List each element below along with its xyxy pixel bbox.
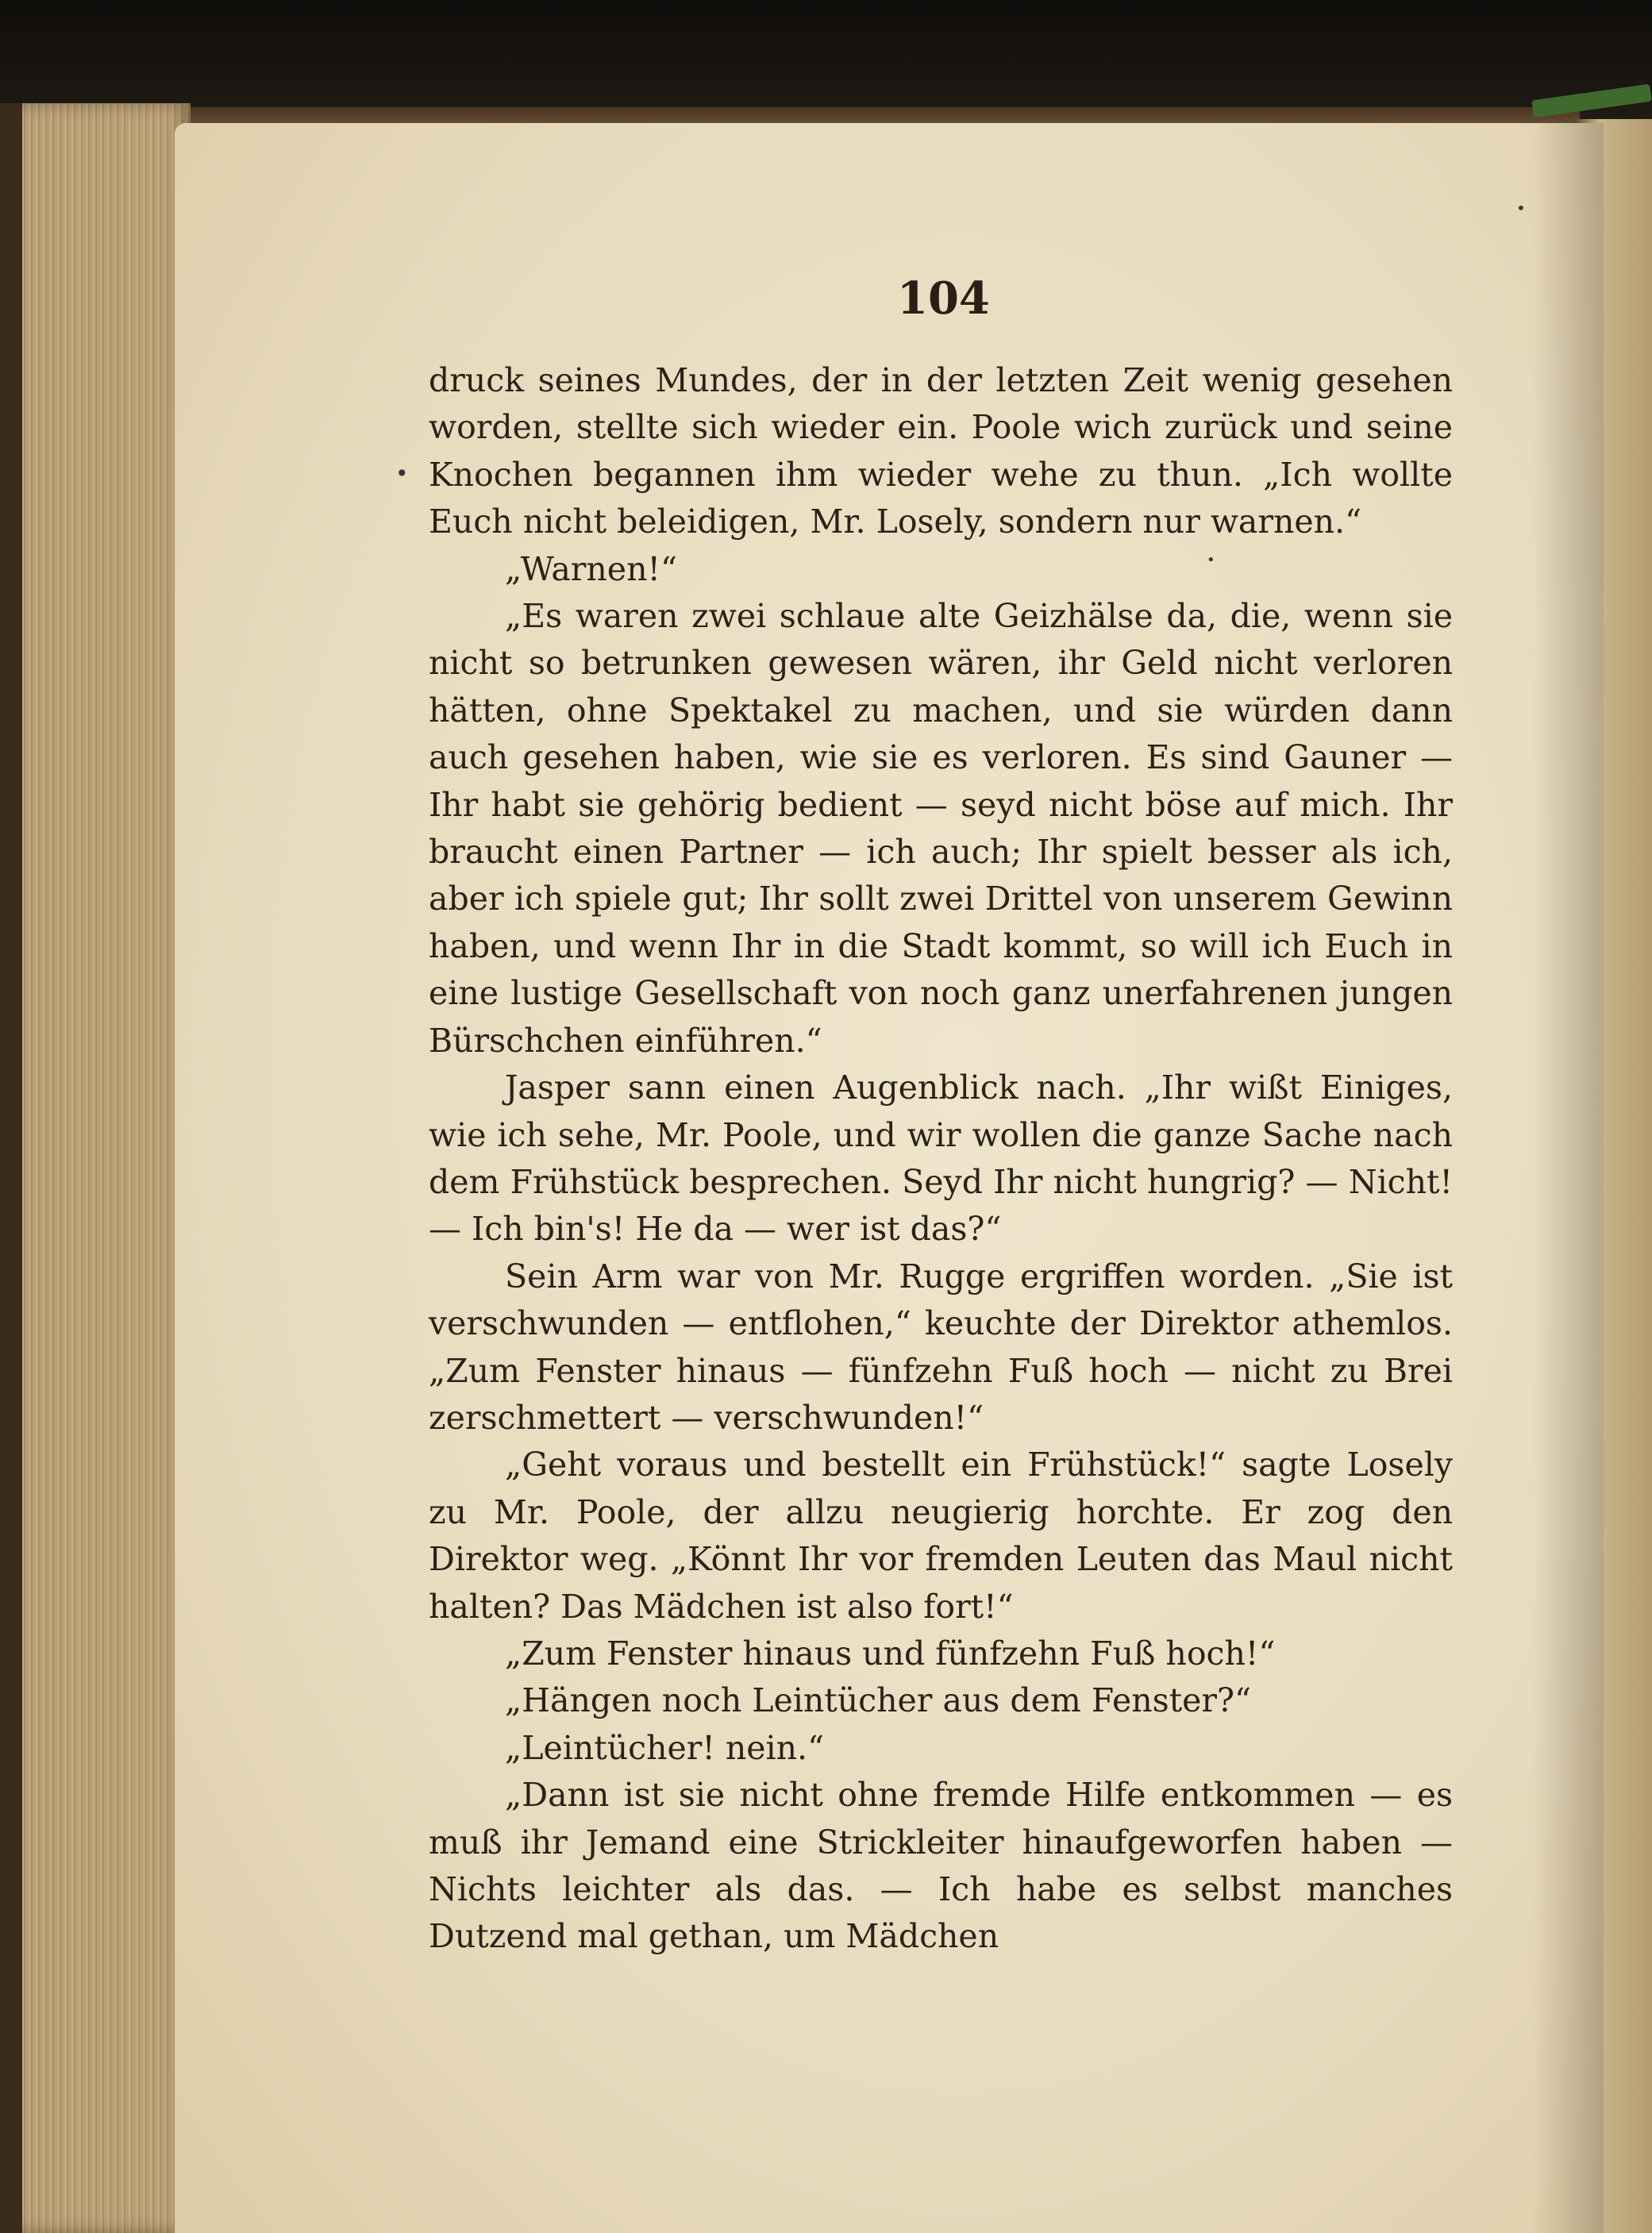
left-page-stack [0, 103, 191, 2233]
paragraph-7: „Zum Fenster hinaus und fünfzehn Fuß hoch!“ [505, 1634, 1276, 1673]
paragraph-8: „Hängen noch Leintücher aus dem Fenster?“ [505, 1681, 1251, 1720]
paragraph-6: „Geht voraus und bestellt ein Frühstück!“ sagte Losely zu Mr. Poole, der allzu neugierig horchte. Er zog den Direktor weg. „Könnt Ihr vor fremden Leuten das Maul nicht halten? Das Mädchen ist also fort!“ [429, 1446, 1453, 1626]
paragraph-9: „Leintücher! nein.“ [505, 1728, 825, 1767]
ink-speck: • [1207, 552, 1215, 568]
ink-speck-2: • [1516, 198, 1526, 218]
body-text [429, 357, 1453, 1961]
paragraph-5: Sein Arm war von Mr. Rugge ergriffen worden. „Sie ist verschwunden — entflohen,“ keuchte der Direktor athemlos. „Zum Fenster hinaus — fünfzehn Fuß hoch — nicht zu Brei zerschmettert — verschwunden!“ [429, 1257, 1453, 1437]
paragraph-10: „Dann ist sie nicht ohne fremde Hilfe entkommen — es muß ihr Jemand eine Strickleiter hinaufgeworfen haben — Nichts leichter als das. — Ich habe es selbst manches Dutzend mal gethan, um Mädchen [429, 1776, 1453, 1956]
page-gutter-shadow [1532, 123, 1604, 2233]
paragraph-1: druck seines Mundes, der in der letzten Zeit wenig gesehen worden, stellte sich wieder ein. Poole wich zurück und seine Knochen begannen ihm wieder wehe zu thun. „Ich wollte Euch nicht beleidigen, Mr. Losely, sondern nur warnen.“ [429, 361, 1453, 541]
paragraph-2: „Warnen!“ [505, 549, 677, 588]
dark-backdrop [0, 0, 1652, 119]
margin-speck: • [395, 460, 409, 487]
paragraph-4: Jasper sann einen Augenblick nach. „Ihr wißt Einiges, wie ich sehe, Mr. Poole, und wir wollen die ganze Sache nach dem Frühstück besprechen. Seyd Ihr nicht hungrig? — Nicht! — Ich bin's! He da — wer ist das?“ [429, 1068, 1453, 1249]
page-number: 104 [897, 272, 990, 325]
paragraph-3: „Es waren zwei schlaue alte Geizhälse da, die, wenn sie nicht so betrunken gewesen wären, ihr Geld nicht verloren hätten, ohne Spektakel zu machen, und sie würden dann auch gesehen haben, wie sie es verloren. Es sind Gauner — Ihr habt sie gehörig bedient — seyd nicht böse auf mich. Ihr braucht einen Partner — ich auch; Ihr spielt besser als ich, aber ich spiele gut; Ihr sollt zwei Drittel von unserem Gewinn haben, und wenn Ihr in die Stadt kommt, so will ich Euch in eine lustige Gesellschaft von noch ganz unerfahrenen jungen Bürschchen einführen.“ [429, 597, 1453, 1060]
book-cover-left [0, 103, 22, 2233]
